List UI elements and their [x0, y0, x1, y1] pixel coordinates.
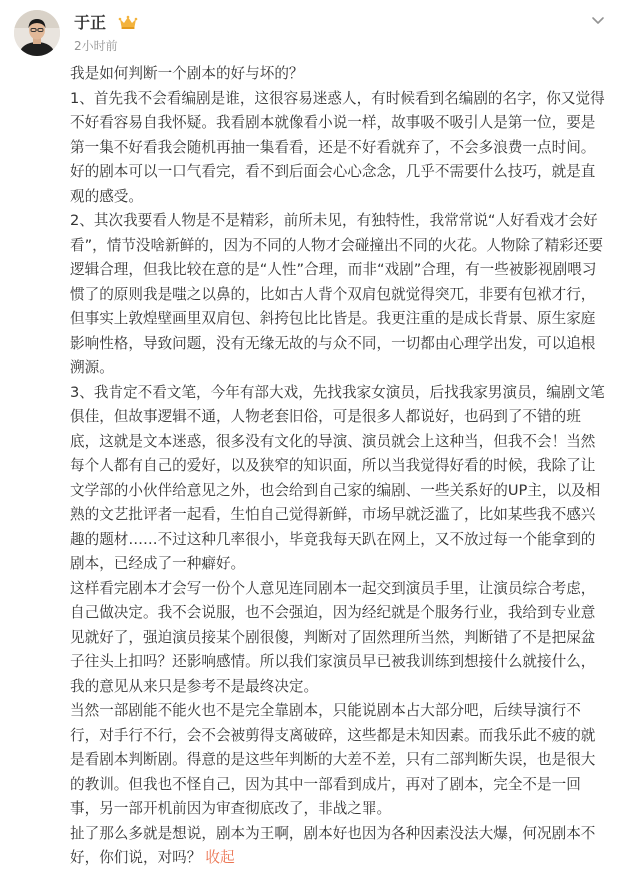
chevron-down-icon[interactable] — [590, 12, 606, 28]
collapse-link[interactable]: 收起 — [205, 849, 235, 866]
post-header — [14, 10, 606, 58]
post-paragraph: 我是如何判断一个剧本的好与坏的？ — [70, 65, 304, 82]
avatar-photo — [14, 10, 60, 56]
post-paragraph-text: 扯了那么多就是想说，剧本为王啊，剧本好也因为各种因素没法大爆，何况剧本不好，你们说，对吗？ — [70, 824, 596, 866]
post-paragraph: 当然一部剧能不能火也不是完全靠剧本，只能说剧本占大部分吧，后续导演行不行，对手行不行，会不会被剪得支离破碎，这些都是未知因素。而我乐此不疲的就是看剧本判断剧。得意的是这些年判断的大差不差，只有二部判断失误，也是很大的教训。但我也不怪自己，因为其中一部看到成片，再对了剧本，完全不是一回事，另一部开机前因为审查彻底改了，非战之罪。 — [70, 702, 596, 817]
post-paragraph: 这样看完剧本才会写一份个人意见连同剧本一起交到演员手里，让演员综合考虑，自己做决定。我不会说服，也不会强迫，因为经纪就是个服务行业，我给到专业意见就好了，强迫演员接某个剧很傻，判断对了固然理所当然，判断错了不是把屎盆子往头上扣吗？还影响感情。所以我们家演员早已被我训练到想接什么就接什么，我的意见从来只是参考不是最终决定。 — [70, 579, 596, 695]
avatar[interactable] — [14, 10, 60, 56]
post-paragraph: 3、我肯定不看文笔，今年有部大戏，先找我家女演员，后找我家男演员，编剧文笔俱佳，但故事逻辑不通，人物老套旧俗，可是很多人都说好，也码到了不错的班底，这就是文本迷惑，很多没有文化的导演、演员就会上这种当，但我不会！当然每个人都有自己的爱好，以及狭窄的知识面，所以当我觉得好看的时候，我除了让文学部的小伙伴给意见之外，也会给到自己家的编剧、一些关系好的UP主，以及相熟的文艺批评者一起看，生怕自己觉得新鲜，市场早就泛滥了，比如某些我不感兴趣的题材……不过这种几率很小，毕竟我每天趴在网上，又不放过每一个能拿到的剧本，已经成了一种癖好。 — [70, 383, 605, 572]
post-paragraph-last — [70, 822, 606, 871]
post-paragraph: 2、其次我要看人物是不是精彩，前所未见，有独特性，我常常说“人好看戏才会好看”，情节没啥新鲜的，因为不同的人物才会碰撞出不同的火花。人物除了精彩还要逻辑合理，但我比较在意的是“人性”合理，而非“戏剧”合理，有一些被影视剧喂习惯了的原则我是嗤之以鼻的，比如古人背个双肩包就觉得突兀，非要有包袱才行，但事实上敦煌壁画里双肩包、斜挎包比比皆是。我更注重的是成长背景、原生家庭影响性格，导致问题，没有无缘无故的与众不同，一切都由心理学出发，可以追根溯源。 — [70, 212, 603, 376]
vip-crown-icon[interactable] — [118, 14, 138, 30]
author-name[interactable]: 于正 — [74, 13, 107, 32]
post-time: 2小时前 — [74, 39, 118, 53]
post-paragraph: 1、首先我不会看编剧是谁，这很容易迷惑人，有时候看到名编剧的名字，你又觉得不好看容易自我怀疑。我看剧本就像看小说一样，故事吸不吸引人是第一位，要是第一集不好看我会随机再抽一集看看，还是不好看就弃了，不会多浪费一点时间。好的剧本可以一口气看完，看不到后面会心心念念，几乎不需要什么技巧，就是直观的感受。 — [70, 89, 605, 205]
post-content — [70, 62, 606, 871]
